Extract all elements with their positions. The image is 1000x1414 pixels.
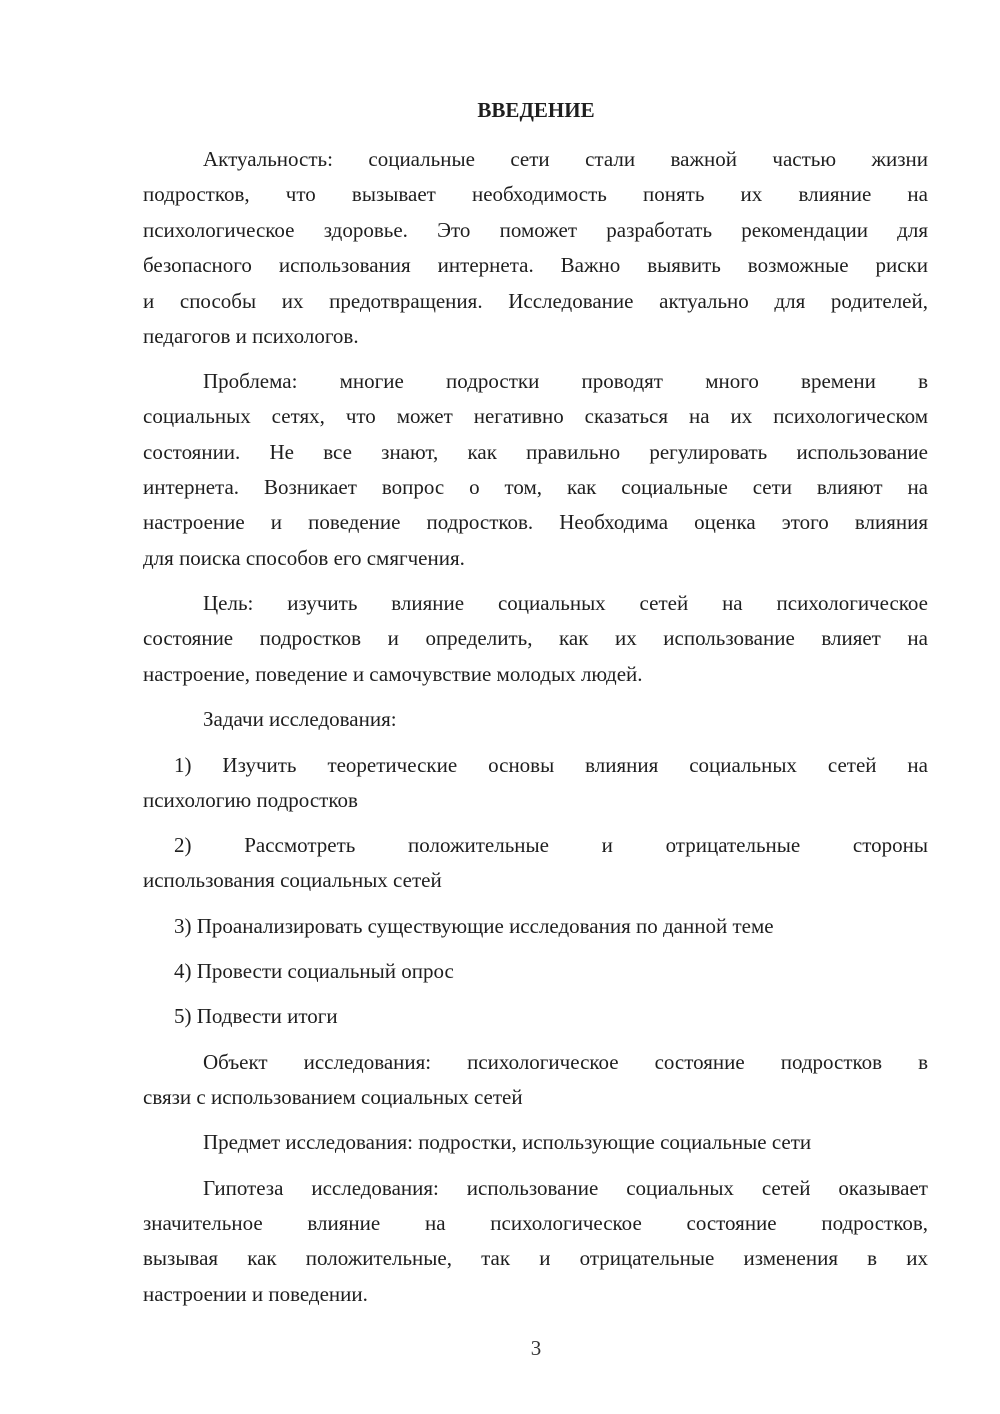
task-item: 5) Подвести итоги — [174, 1004, 338, 1028]
page-title: ВВЕДЕНИЕ — [477, 98, 595, 122]
relevance-line: подростков, что вызывает необходимость понять их влияние на — [143, 182, 928, 206]
goal-line: настроение, поведение и самочувствие молодых людей. — [143, 662, 643, 686]
problem-line: для поиска способов его смягчения. — [143, 546, 465, 570]
subject-line: Предмет исследования: подростки, использующие социальные сети — [203, 1130, 812, 1154]
problem-line: состоянии. Не все знают, как правильно регулировать использование — [143, 440, 928, 464]
relevance-line: и способы их предотвращения. Исследование актуально для родителей, — [143, 289, 928, 313]
hypothesis-line: значительное влияние на психологическое состояние подростков, — [143, 1211, 928, 1235]
problem-line: социальных сетях, что может негативно сказаться на их психологическом — [143, 404, 928, 428]
hypothesis-line: настроении и поведении. — [143, 1282, 368, 1306]
task-item: использования социальных сетей — [143, 868, 442, 892]
tasks-heading: Задачи исследования: — [203, 707, 397, 731]
task-item: 4) Провести социальный опрос — [174, 959, 454, 983]
hypothesis-line: Гипотеза исследования: использование социальных сетей оказывает — [203, 1176, 928, 1200]
goal-line: состояние подростков и определить, как их использование влияет на — [143, 626, 928, 650]
object-line: Объект исследования: психологическое состояние подростков в — [203, 1050, 928, 1074]
relevance-line: безопасного использования интернета. Важно выявить возможные риски — [143, 253, 928, 277]
hypothesis-line: вызывая как положительные, так и отрицательные изменения в их — [143, 1246, 928, 1270]
relevance-line: педагогов и психологов. — [143, 324, 359, 348]
task-item: 3) Проанализировать существующие исследования по данной теме — [174, 914, 774, 938]
task-item: 1) Изучить теоретические основы влияния социальных сетей на — [174, 753, 928, 777]
problem-line: интернета. Возникает вопрос о том, как социальные сети влияют на — [143, 475, 928, 499]
object-line: связи с использованием социальных сетей — [143, 1085, 523, 1109]
page-number: 3 — [530, 1336, 542, 1360]
problem-line: настроение и поведение подростков. Необходима оценка этого влияния — [143, 510, 928, 534]
relevance-line: психологическое здоровье. Это поможет разработать рекомендации для — [143, 218, 928, 242]
task-item: психологию подростков — [143, 788, 358, 812]
relevance-line: Актуальность: социальные сети стали важной частью жизни — [203, 147, 928, 171]
problem-line: Проблема: многие подростки проводят много времени в — [203, 369, 928, 393]
task-item: 2) Рассмотреть положительные и отрицательные стороны — [174, 833, 928, 857]
goal-line: Цель: изучить влияние социальных сетей на психологическое — [203, 591, 928, 615]
